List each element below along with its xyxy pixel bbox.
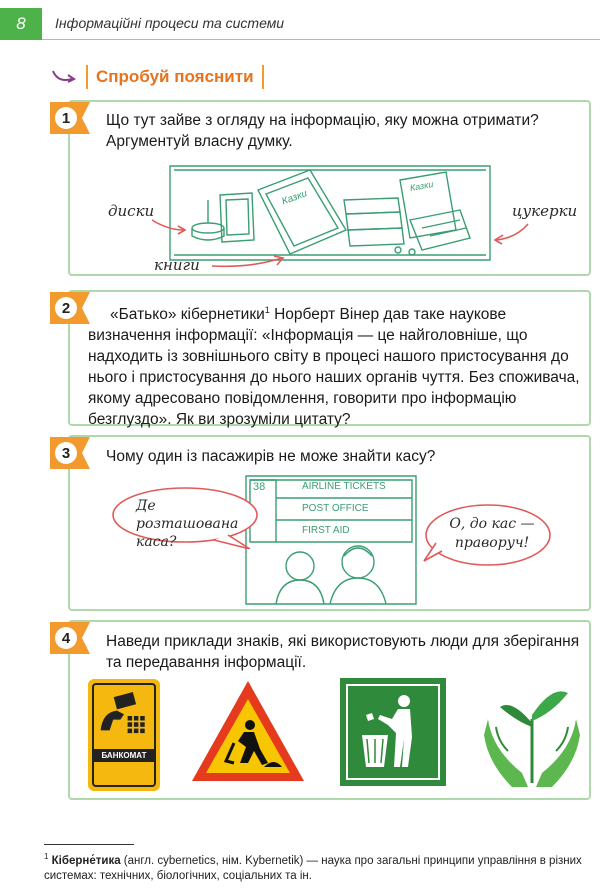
label-books: книги (154, 256, 200, 274)
section-label: Спробуй пояснити (86, 65, 264, 89)
hands-sprout-icon (482, 678, 582, 790)
arrow-to-disks (150, 216, 190, 236)
question-text-2 (88, 300, 586, 430)
footnote-divider (44, 844, 134, 845)
person-bin-icon (348, 686, 438, 778)
question-text-2b: Норберт Вінер дав таке наукове визначення інформації: «Інформація — це найголовніше, що надходить із зовнішнього світу в процесі нашого пристосування до нього і пристосування до нього наших органів чуття. Без споживача, якому адресовано повідомлення, говорити про інформацію безглуздо». Як ви зрозуміли цитату? (88, 306, 580, 429)
arrow-to-books (210, 252, 290, 272)
sign-line-3: FIRST AID (302, 525, 350, 536)
question-card-1 (68, 100, 591, 276)
question-badge-1 (50, 102, 90, 134)
curved-arrow-icon (50, 67, 80, 87)
page-number: 8 (0, 8, 42, 40)
question-number-1: 1 (61, 109, 71, 127)
atm-card-hand-icon (96, 689, 152, 743)
question-number-2: 2 (61, 299, 71, 317)
question-text-1: Що тут зайве з огляду на інформацію, яку можна отримати? Аргументуй власну думку. (106, 112, 539, 150)
footnote-term: Кіберне́тика (51, 854, 121, 867)
sign-line-2: POST OFFICE (302, 503, 369, 514)
label-disks: диски (108, 202, 155, 220)
arrow-to-candies (490, 222, 530, 246)
question-badge-3 (50, 437, 90, 469)
book-title-1: Казки (280, 188, 309, 208)
litter-bin-sign (340, 678, 446, 786)
question-number-4: 4 (61, 629, 71, 647)
atm-sign (88, 679, 160, 791)
page-header (0, 0, 600, 40)
sign-line-1: AIRLINE TICKETS (302, 481, 386, 492)
question-text-2a: «Батько» кібернетики (110, 306, 265, 324)
speech-bubble-right: О, до кас — праворуч! (449, 516, 535, 551)
question-text-3: Чому один із пасажирів не може знайти касу? (106, 448, 436, 465)
illustration-station (240, 475, 420, 607)
label-candies: цукерки (512, 202, 578, 220)
question-card-2 (68, 290, 591, 429)
question-number-3: 3 (61, 444, 71, 462)
atm-label: БАНКОМАТ (94, 749, 154, 762)
sign-number: 38 (253, 481, 266, 493)
footnote-ref: 1 (264, 305, 270, 315)
road-works-sign-icon (188, 676, 308, 788)
speech-bubble-left: Де розташована каса? (136, 498, 239, 550)
question-card-3 (68, 435, 591, 611)
header-divider (42, 39, 600, 40)
footnote (44, 849, 584, 884)
running-title: Інформаційні процеси та системи (55, 15, 285, 31)
question-badge-2 (50, 292, 90, 324)
question-card-4 (68, 620, 591, 800)
question-badge-4 (50, 622, 90, 654)
footnote-marker: 1 (44, 852, 49, 861)
book-title-2: Казки (409, 179, 434, 193)
section-heading (50, 62, 264, 92)
question-text-4: Наведи приклади знаків, які використовують люди для зберігання та передавання інформації. (106, 633, 580, 671)
footnote-text: (англ. cybernetics, нім. Kybernetik) — наука про загальні принципи управління в різних системах: технічних, біологічних, соціальних та ін. (44, 854, 582, 882)
